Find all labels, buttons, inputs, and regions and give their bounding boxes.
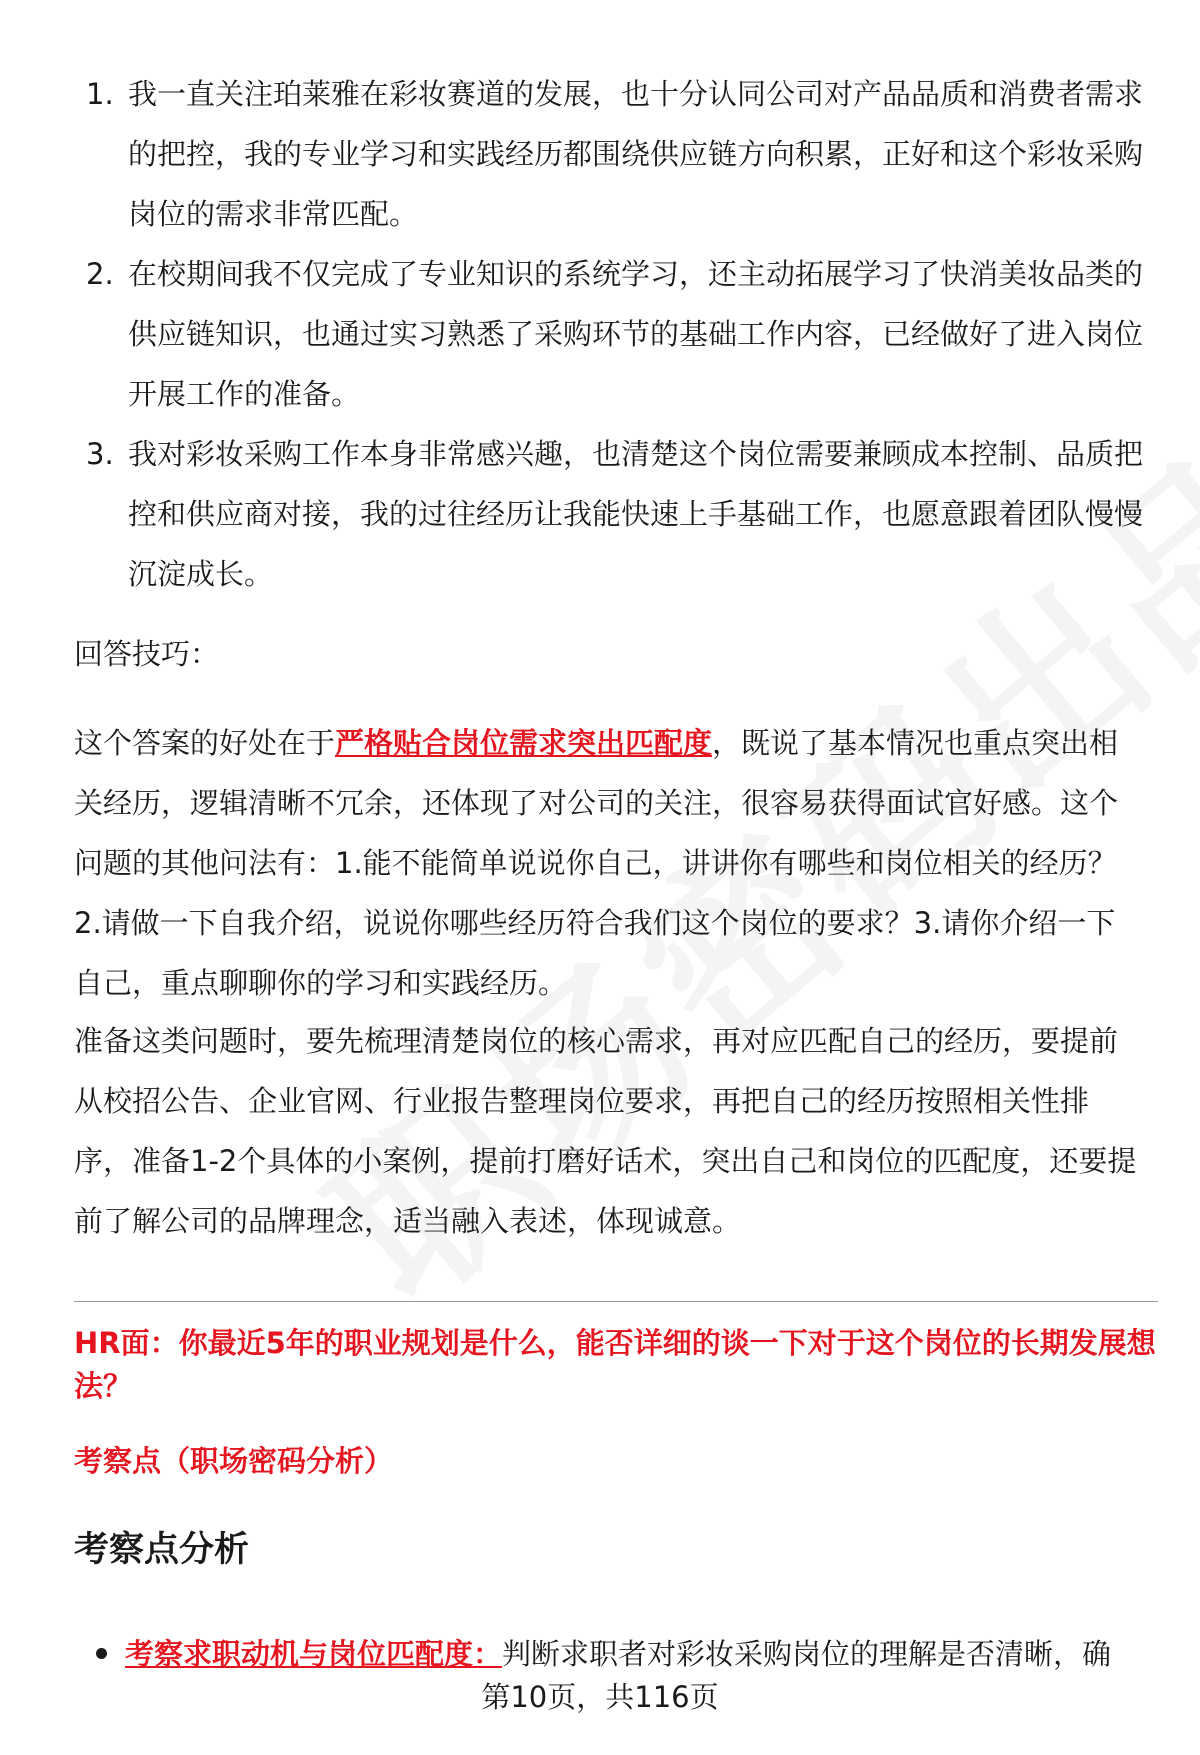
tips-paragraph <box>74 713 1144 1013</box>
paragraph-text: 这个答案的好处在于 <box>74 726 336 760</box>
paragraph-text: ，既说了基本情况也重点突出相关经历，逻辑清晰不冗余，还体现了对公司的关注，很容易获得面试官好感。这个问题的其他问法有：1.能不能简单说说你自己，讲讲你有哪些和岗位相关的经历？2.请做一下自我介绍，说说你哪些经历符合我们这个岗位的要求？3.请你介绍一下自己，重点聊聊你的学习和实践经历。 <box>74 726 1119 1000</box>
answer-list <box>74 64 1144 604</box>
list-item <box>74 244 1144 424</box>
list-number: 1. <box>86 77 114 111</box>
list-item-text: 在校期间我不仅完成了专业知识的系统学习，还主动拓展学习了快消美妆品类的供应链知识，也通过实习熟悉了采购环节的基础工作内容，已经做好了进入岗位开展工作的准备。 <box>128 257 1144 411</box>
tips-heading: 回答技巧： <box>74 637 220 671</box>
hr-question: HR面：你最近5年的职业规划是什么，能否详细的谈一下对于这个岗位的长期发展想法？ <box>74 1326 1156 1403</box>
section-title: 考察点分析 <box>74 1530 250 1570</box>
highlight-text: 严格贴合岗位需求突出匹配度 <box>335 726 713 760</box>
list-number: 2. <box>86 257 114 291</box>
list-item-text: 我对彩妆采购工作本身非常感兴趣，也清楚这个岗位需要兼顾成本控制、品质把控和供应商对接，我的过往经历让我能快速上手基础工作，也愿意跟着团队慢慢沉淀成长。 <box>128 437 1144 591</box>
bullet-dot-icon <box>96 1648 107 1659</box>
list-number: 3. <box>86 437 114 471</box>
list-item-text: 我一直关注珀莱雅在彩妆赛道的发展，也十分认同公司对产品品质和消费者需求的把控，我的专业学习和实践经历都围绕供应链方向积累，正好和这个彩妆采购岗位的需求非常匹配。 <box>128 77 1144 231</box>
highlight-text: 考察求职动机与岗位匹配度： <box>125 1637 503 1671</box>
divider <box>74 1301 1158 1302</box>
page-number: 第10页，共116页 <box>481 1680 719 1714</box>
list-item <box>74 64 1144 244</box>
list-item <box>74 424 1144 604</box>
analysis-tag: 考察点（职场密码分析） <box>74 1444 394 1478</box>
bullet-text: 判断求职者对彩妆采购岗位的理解是否清晰，确 <box>502 1637 1112 1671</box>
preparation-paragraph: 准备这类问题时，要先梳理清楚岗位的核心需求，再对应匹配自己的经历，要提前从校招公告、企业官网、行业报告整理岗位要求，再把自己的经历按照相关性排序，准备1-2个具体的小案例，提前打磨好话术，突出自己和岗位的匹配度，还要提前了解公司的品牌理念，适当融入表述，体现诚意。 <box>74 1024 1137 1238</box>
